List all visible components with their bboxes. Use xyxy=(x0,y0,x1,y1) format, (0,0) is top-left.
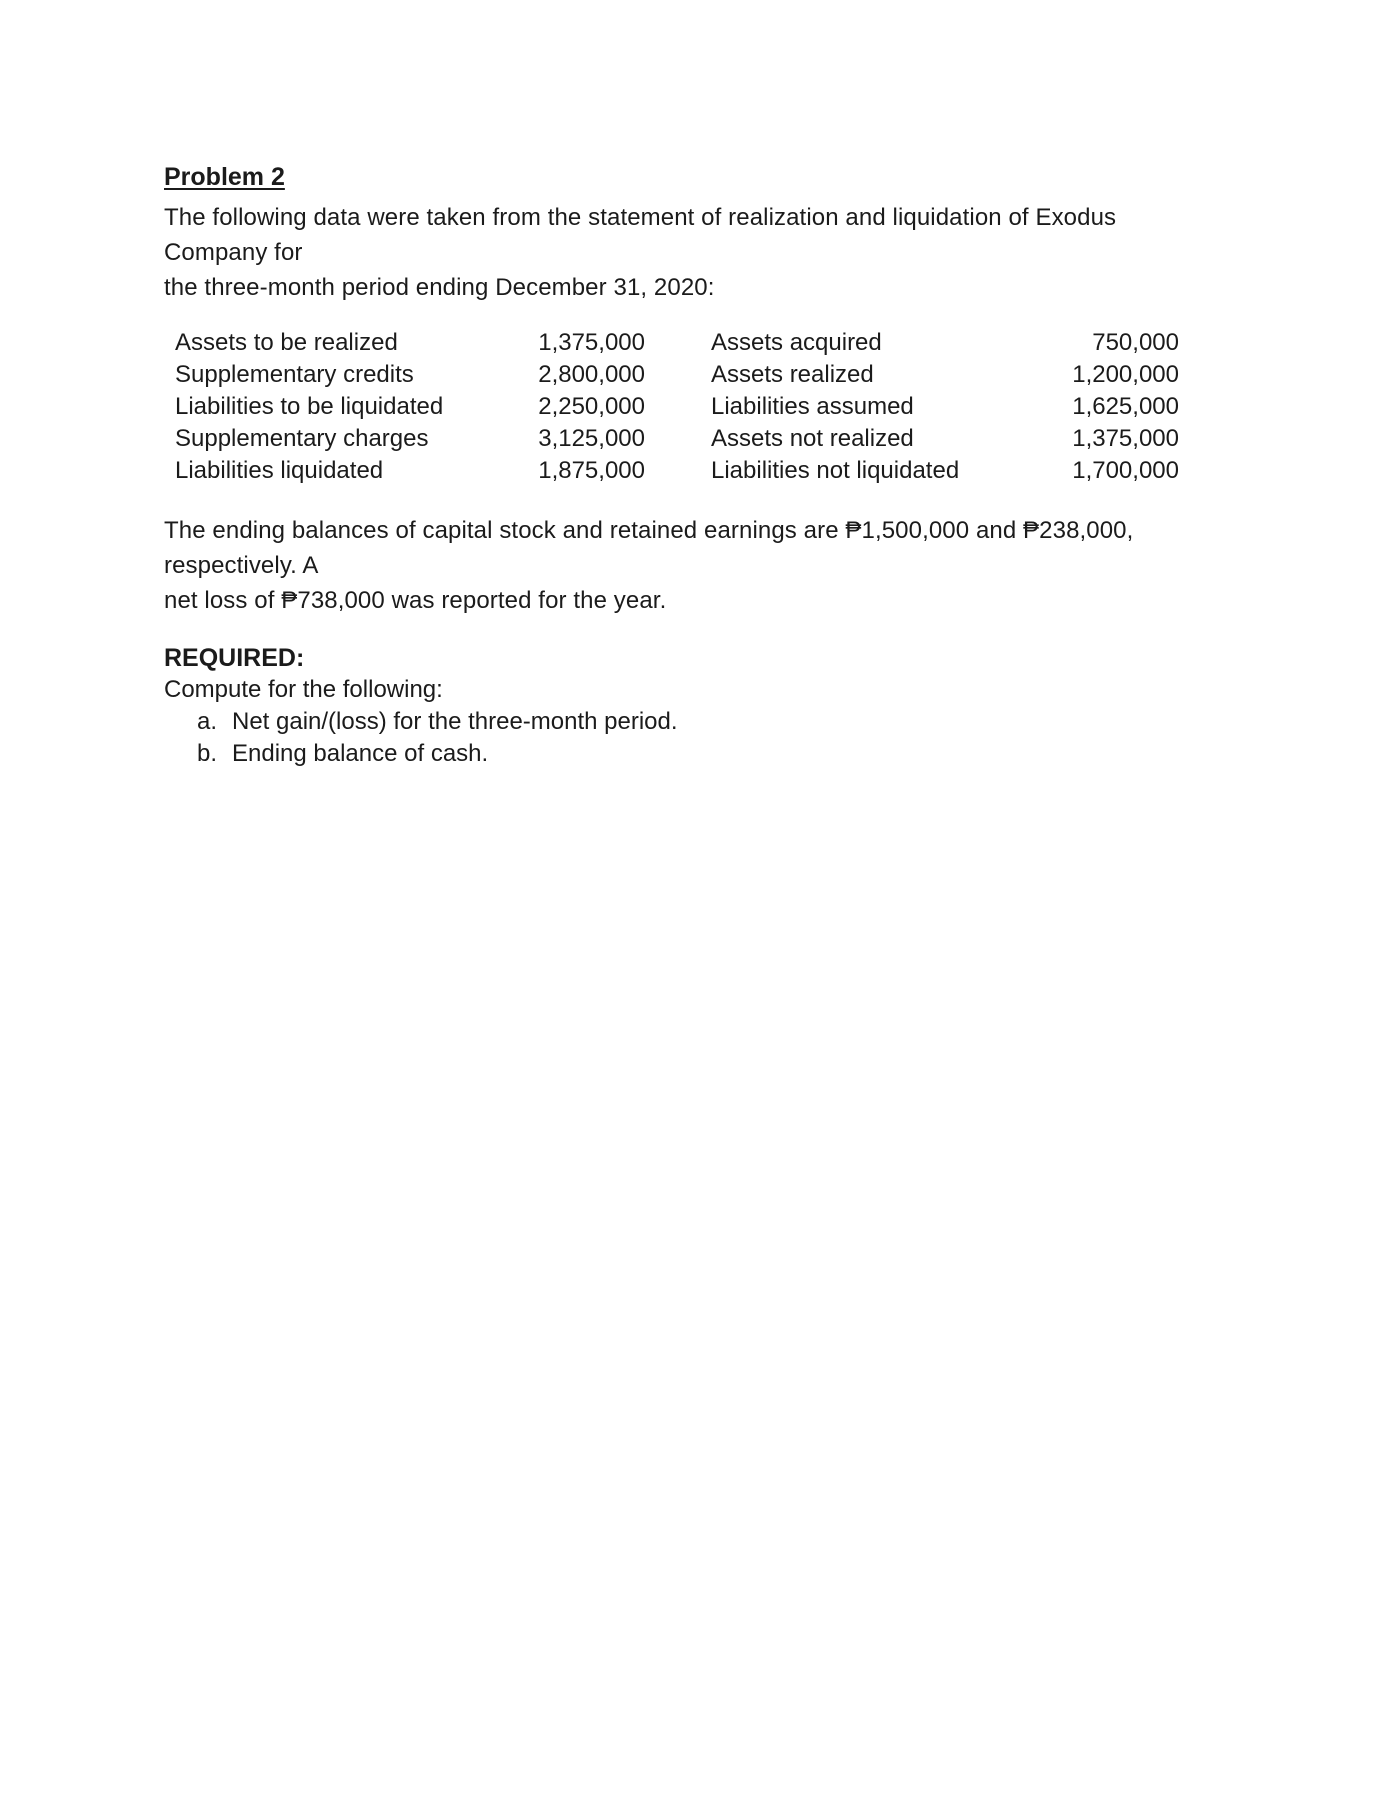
table-value: 1,875,000 xyxy=(538,457,645,484)
balances-line: The ending balances of capital stock and retained earnings are ₱1,500,000 and ₱238,000, respectively. A xyxy=(164,517,1134,579)
table-value: 1,375,000 xyxy=(538,329,645,356)
realization-liquidation-table xyxy=(175,327,1219,487)
required-item-b xyxy=(164,738,1219,770)
table-value: 1,700,000 xyxy=(1072,457,1179,484)
intro-line: The following data were taken from the statement of realization and liquidation of Exodus Company for xyxy=(164,204,1117,266)
list-marker: b. xyxy=(197,740,218,767)
table-label: Supplementary charges xyxy=(175,425,429,452)
table-value: 750,000 xyxy=(1092,329,1179,356)
required-list xyxy=(164,706,1219,770)
table-value: 1,200,000 xyxy=(1072,361,1179,388)
list-marker: a. xyxy=(197,708,218,735)
table-label: Assets not realized xyxy=(711,425,914,452)
column-gap xyxy=(645,423,711,455)
problem-title: Problem 2 xyxy=(164,163,285,191)
table-label: Liabilities assumed xyxy=(711,393,914,420)
balances-paragraph xyxy=(164,513,1219,618)
required-item-a xyxy=(164,706,1219,738)
table-value: 3,125,000 xyxy=(538,425,645,452)
table-label: Liabilities to be liquidated xyxy=(175,393,444,420)
table-label: Liabilities liquidated xyxy=(175,457,384,484)
intro-paragraph xyxy=(164,200,1219,305)
intro-line: the three-month period ending December 31, 2020: xyxy=(164,274,715,301)
table-value: 1,375,000 xyxy=(1072,425,1179,452)
list-item-text: Ending balance of cash. xyxy=(232,740,489,767)
table-label: Assets acquired xyxy=(711,329,882,356)
balances-line: net loss of ₱738,000 was reported for the year. xyxy=(164,587,667,614)
column-gap xyxy=(645,455,711,487)
table-value: 2,800,000 xyxy=(538,361,645,388)
table-label: Supplementary credits xyxy=(175,361,414,388)
table-value: 1,625,000 xyxy=(1072,393,1179,420)
column-gap xyxy=(645,359,711,391)
list-item-text: Net gain/(loss) for the three-month period. xyxy=(232,708,678,735)
required-intro: Compute for the following: xyxy=(164,676,443,703)
table-label: Liabilities not liquidated xyxy=(711,457,960,484)
column-gap xyxy=(645,327,711,359)
required-heading: REQUIRED: xyxy=(164,644,305,672)
column-gap xyxy=(645,391,711,423)
table-label: Assets realized xyxy=(711,361,874,388)
table-label: Assets to be realized xyxy=(175,329,398,356)
table-value: 2,250,000 xyxy=(538,393,645,420)
